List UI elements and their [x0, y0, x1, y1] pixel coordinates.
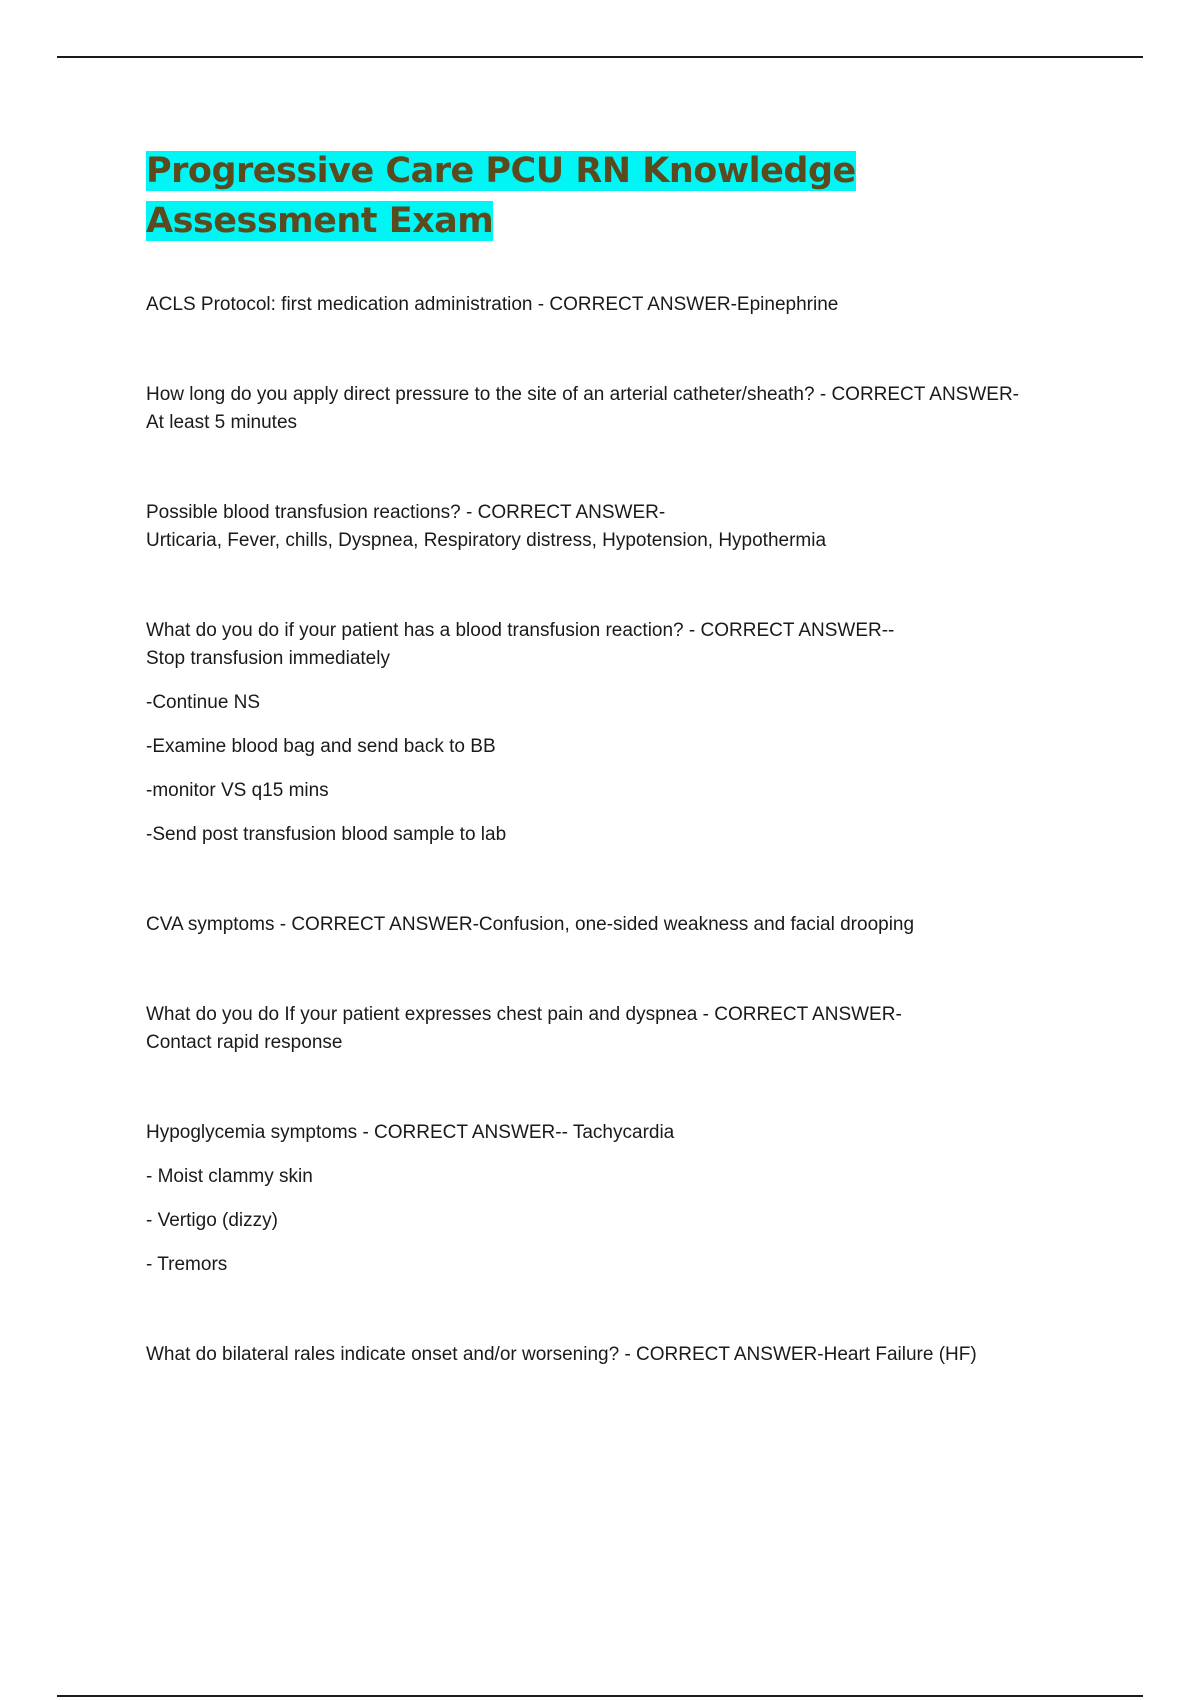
qa-item [146, 1341, 1076, 1369]
qa-bullet: -Examine blood bag and send back to BB [146, 736, 496, 757]
qa-item [146, 617, 1076, 849]
qa-bullet: - Tremors [146, 1254, 228, 1275]
qa-line: Contact rapid response [146, 1032, 343, 1053]
document-body [146, 146, 1076, 1431]
qa-item [146, 1119, 1076, 1279]
qa-item [146, 291, 1076, 319]
document-title [146, 146, 1076, 246]
qa-line: What do bilateral rales indicate onset and/or worsening? - CORRECT ANSWER-Heart Failure (HF) [146, 1344, 977, 1365]
qa-line: CVA symptoms - CORRECT ANSWER-Confusion, one-sided weakness and facial drooping [146, 914, 915, 935]
top-rule [57, 56, 1143, 58]
qa-line: How long do you apply direct pressure to the site of an arterial catheter/sheath? - CORRECT ANSWER- [146, 384, 1019, 405]
qa-item [146, 911, 1076, 939]
qa-question-answer [146, 617, 1076, 673]
qa-line: Possible blood transfusion reactions? - CORRECT ANSWER- [146, 502, 666, 523]
qa-question-answer [146, 1001, 1076, 1057]
qa-question-answer [146, 381, 1076, 437]
qa-bullet: - Moist clammy skin [146, 1166, 313, 1187]
qa-line: Urticaria, Fever, chills, Dyspnea, Respiratory distress, Hypotension, Hypothermia [146, 530, 827, 551]
qa-line: What do you do If your patient expresses chest pain and dyspnea - CORRECT ANSWER- [146, 1004, 902, 1025]
qa-line: At least 5 minutes [146, 412, 298, 433]
bottom-rule [57, 1695, 1143, 1697]
qa-bullet: -Send post transfusion blood sample to lab [146, 824, 507, 845]
qa-question-answer [146, 291, 1076, 319]
qa-bullet: -monitor VS q15 mins [146, 780, 329, 801]
qa-question-answer [146, 1119, 1076, 1147]
qa-bullet: -Continue NS [146, 692, 261, 713]
title-highlight: Progressive Care PCU RN Knowledge Assessment Exam [146, 151, 856, 241]
qa-question-answer [146, 1341, 1076, 1369]
qa-line: What do you do if your patient has a blood transfusion reaction? - CORRECT ANSWER-- [146, 620, 895, 641]
qa-question-answer [146, 499, 1076, 555]
qa-line: Stop transfusion immediately [146, 648, 390, 669]
qa-line: Hypoglycemia symptoms - CORRECT ANSWER-- Tachycardia [146, 1122, 675, 1143]
qa-item [146, 1001, 1076, 1057]
qa-bullet: - Vertigo (dizzy) [146, 1210, 278, 1231]
qa-question-answer [146, 911, 1076, 939]
qa-list [146, 291, 1076, 1369]
qa-line: ACLS Protocol: first medication administration - CORRECT ANSWER-Epinephrine [146, 294, 839, 315]
qa-item [146, 499, 1076, 555]
qa-item [146, 381, 1076, 437]
